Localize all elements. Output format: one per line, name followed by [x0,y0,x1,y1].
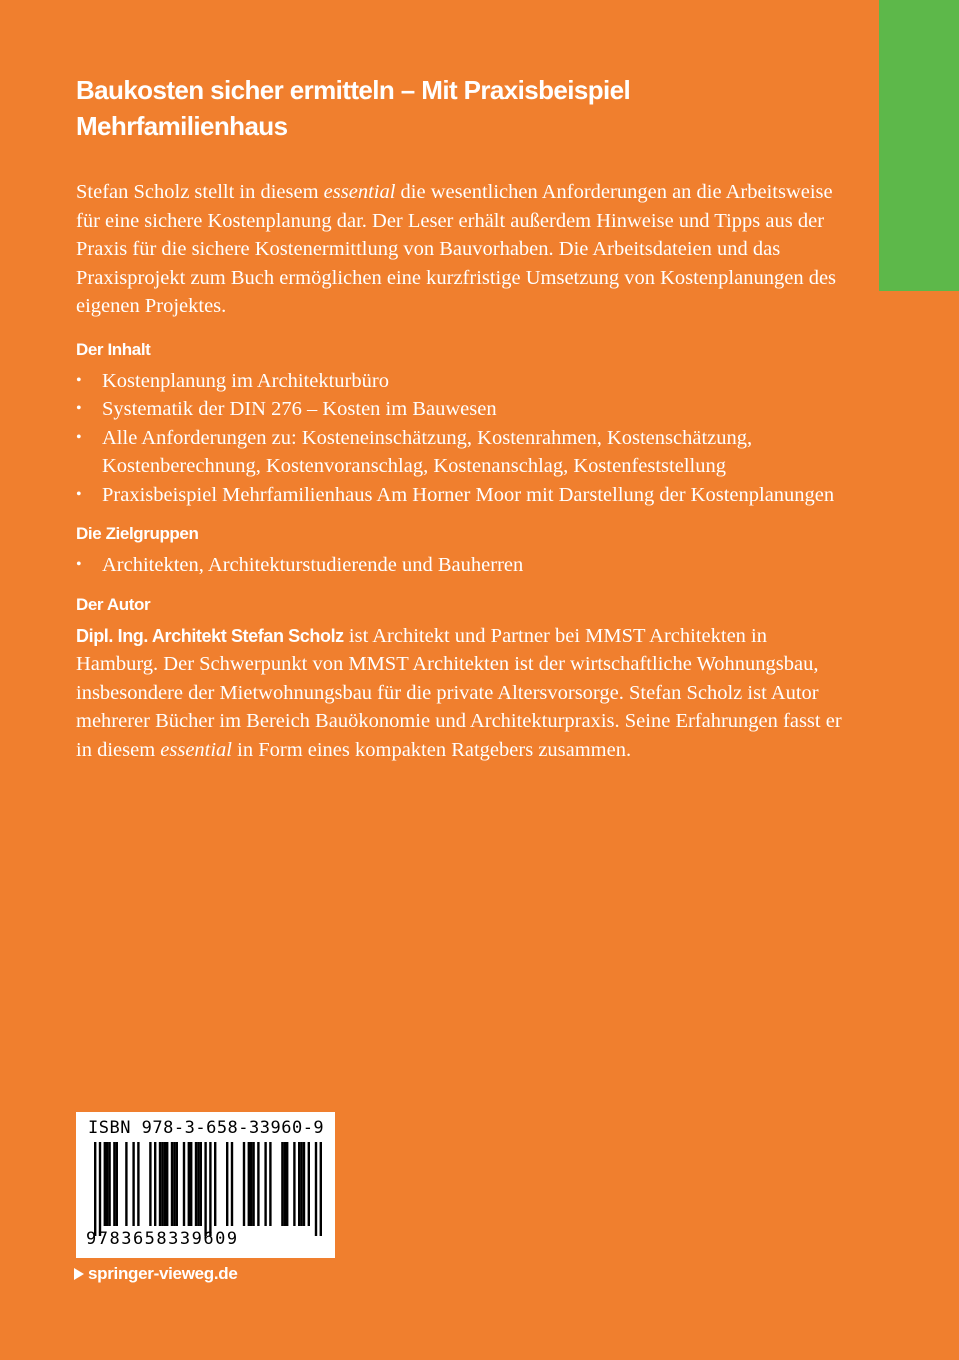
barcode-bar [104,1142,106,1226]
barcode-bar [197,1142,199,1226]
ean-digits: 9783658339609 [86,1229,239,1249]
intro-text-2: die wesentlichen Anforderungen an die Arbeitsweise für eine sichere Kostenplanung dar. Der Leser erhält außerdem Hinweise und Tipps aus der Praxis für die sichere Kostenermittlung von Bauvorhaben. Die Arbeitsdateien und das Praxisprojekt zum Buch ermöglichen eine kurzfristige Umsetzung von Kostenplanungen des eigenen Projektes. [76,181,837,317]
barcode-bar [248,1142,250,1226]
zielgruppen-list [76,551,846,580]
barcode-bar [214,1142,216,1226]
barcode-bar [281,1142,283,1226]
barcode-bar [137,1142,139,1226]
barcode-bar [243,1142,245,1226]
barcode-bar [257,1142,259,1226]
barcode-bar [286,1142,288,1226]
inhalt-item-3: • Alle Anforderungen zu: Kosteneinschätzung, Kostenrahmen, Kostenschätzung, Kostenberechnung, Kostenvoranschlag, Kostenanschlag, Kostenfeststellung [76,424,846,481]
barcode-bar [308,1142,310,1226]
barcode-bar [183,1142,185,1226]
barcode-bar [149,1142,151,1226]
barcode-bar [132,1142,134,1226]
barcode-bar [188,1142,190,1226]
barcode-bar [200,1142,202,1226]
barcode-bar [125,1142,127,1226]
barcode-bar [195,1142,197,1226]
barcode-bar [106,1142,108,1226]
publisher-link[interactable] [74,1264,238,1284]
barcode [76,1112,335,1258]
barcode-bar [264,1142,266,1226]
author-paragraph [76,622,846,765]
section-heading-autor: Der Autor [76,594,151,614]
barcode-bar [164,1142,166,1226]
inhalt-item-2: • Systematik der DIN 276 – Kosten im Bauwesen [76,395,846,424]
intro-essential: essential [323,181,396,203]
barcode-bar [315,1142,317,1236]
barcode-bar [116,1142,118,1226]
section-heading-zielgruppen: Die Zielgruppen [76,524,199,543]
barcode-bar [159,1142,161,1226]
barcode-bar [166,1142,168,1226]
barcode-bar [269,1142,271,1226]
author-name: Dipl. Ing. Architekt Stefan Scholz [76,625,344,646]
barcode-bar [173,1142,175,1226]
book-title-line-2: Mehrfamilienhaus [76,111,288,141]
book-title-line-1: Baukosten sicher ermitteln – Mit Praxisbeispiel [76,75,631,105]
section-heading-inhalt: Der Inhalt [76,339,151,359]
barcode-bar [300,1142,302,1226]
barcode-bar [226,1142,228,1226]
barcode-bar [250,1142,252,1226]
author-text-1: ist Architekt und Partner bei MMST Architekten in Hamburg. Der Schwerpunkt von MMST Architekten ist der wirtschaftliche Wohnungsbau, insbesondere der Mietwohnungsbau für die private Altersvorsorge. Stefan Scholz ist Autor mehrerer Bücher im Bereich Bauökonomie und Architekturpraxis. Seine Erfahrungen fasst er in diesem [76,624,842,761]
book-title [76,72,846,144]
isbn-label: ISBN 978-3-658-33960-9 [88,1118,325,1138]
barcode-bar [252,1142,254,1226]
barcode-bar [108,1142,110,1226]
inhalt-list [76,367,846,510]
barcode-bar [94,1142,96,1236]
triangle-arrow-icon [74,1268,84,1280]
intro-paragraph [76,178,846,321]
inhalt-item-4: • Praxisbeispiel Mehrfamilienhaus Am Horner Moor mit Darstellung der Kostenplanungen [76,481,846,510]
green-accent-tab [879,0,959,291]
barcode-bar [284,1142,286,1226]
barcode-bar [190,1142,192,1226]
inhalt-item-1: • Kostenplanung im Architekturbüro [76,367,846,396]
barcode-bar [303,1142,305,1226]
author-text-2: in Form eines kompakten Ratgebers zusammen. [232,738,632,761]
barcode-bar [293,1142,295,1226]
back-cover-text [76,72,846,764]
barcode-bar [176,1142,178,1226]
barcode-bar [161,1142,163,1226]
barcode-bar [204,1142,206,1236]
barcode-bar [113,1142,115,1226]
barcode-bar [99,1142,101,1236]
barcode-bar [209,1142,211,1236]
zielgruppen-item-1: • Architekten, Architekturstudierende und Bauherren [76,551,846,580]
barcode-bar [320,1142,322,1236]
barcode-bar [231,1142,233,1226]
publisher-url: springer-vieweg.de [88,1264,238,1283]
intro-text-1: Stefan Scholz stellt in diesem [76,181,324,203]
barcode-bar [171,1142,173,1226]
barcode-bar [298,1142,300,1226]
barcode-bar [154,1142,156,1226]
author-essential: essential [160,738,233,761]
